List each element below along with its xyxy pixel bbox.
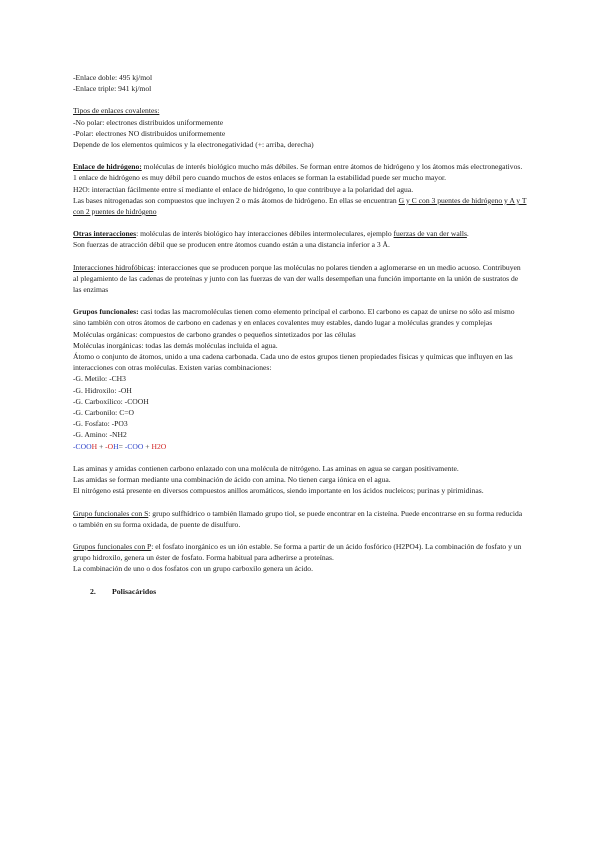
reaction-oh-o: -O [105,441,114,451]
reaction-oh-h: H [113,441,119,451]
grupo-s-text: : grupo sulfhídrico o también llamado grupo tiol, se puede encontrar en la cisteína. Puede encontrarse en su forma reducida o también en su forma oxidada, de puente de disulfuro. [73,508,523,529]
funcionales-organicas: Moléculas orgánicas: compuestos de carbono grandes o pequeños sintetizados por las células [73,329,356,339]
reaction-line [73,441,527,452]
hidrofobicas-title: Interacciones hidrofóbicas [73,262,154,272]
list-item: -G. Carboxílico: -COOH [73,396,149,406]
hidrogeno-line4-text: Las bases nitrogenadas son compuestos que incluyen 2 o más átomos de hidrógeno. En ellas se encuentran [73,195,399,205]
otras-line2: Son fuerzas de atracción débil que se producen entre átomos cuando están a una distancia inferior a 3 Å. [73,240,390,250]
grupo-p-text: : el fosfato inorgánico es un ión estable. Se forma a partir de un ácido fosfórico (H2PO4). La combinación de fosfato y un grupo hidroxilo, genera un éster de fosfato. Forma habitual para adherirse a proteínas. [73,541,522,563]
grupo-p-line2: La combinación de uno o dos fosfatos con un grupo carboxilo genera un ácido. [73,564,313,574]
reaction-cooh-coo: -COO [73,441,92,451]
otras-text: : moléculas de interés biológico hay interacciones débiles intermoleculares, ejemplo [136,229,394,239]
hidrogeno-puentes-underlined: G y C con 3 puentes de hidrógeno y A y T con 2 puentes de hidrógeno [73,195,527,217]
hidrofobicas-paragraph [73,262,527,296]
aminas-line3: El nitrógeno está presente en diversos compuestos anillos aromáticos, siendo importante en los ácidos nucleicos; purinas y pirimidinas. [73,486,484,496]
tipos-no-polar: -No polar: electrones distribuidos uniformemente [73,117,224,127]
enlace-doble: -Enlace doble: 495 kj/mol [73,73,153,82]
reaction-plus: + [97,441,106,451]
hidrogeno-line2: 1 enlace de hidrógeno es muy débil pero cuando muchos de estos enlaces se forman la estabilidad puede ser mucho mayor. [73,173,447,183]
tipos-title: Tipos de enlaces covalentes: [73,106,160,116]
aminas-line1: Las aminas y amidas contienen carbono enlazado con una molécula de nitrógeno. Las aminas en agua se cargan positivamente. [73,463,459,473]
hidrogeno-title: Enlace de hidrógeno: [73,162,142,172]
otras-title: Otras interacciones [73,229,137,239]
aminas-line2: Las amidas se forman mediante una combinación de ácido con amina. No tienen carga iónica en el agua. [73,475,391,485]
reaction-cooh-h: H [91,441,98,451]
enlace-triple: -Enlace triple: 941 kj/mol [73,84,152,94]
hidrogeno-line4 [73,195,527,217]
funcionales-paragraph [73,306,527,328]
reaction-equals: = [118,441,125,451]
hidrogeno-text: moléculas de interés biológico mucho más débiles. Se forman entre átomos de hidrógeno y los átomos más electronegativos. [141,162,523,172]
grupo-p-title: Grupos funcionales con P [73,541,152,551]
section-number: 2. [90,586,96,596]
funcionales-text: casi todas las macromoléculas tienen como elemento principal el carbono. El carbono es capaz de unirse no sólo así mismo sino también con otros átomos de carbono en cadenas y en enlaces covalentes muy estables, dando lugar a moléculas grandes y complejas [73,307,515,328]
otras-paragraph: Otras interacciones: moléculas de interés biológico hay interacciones débiles intermoleculares, ejemplo fuerzas de van der walls. [73,229,469,239]
reaction-product-water: H2O [151,441,167,451]
grupo-s-paragraph [73,508,527,530]
otras-van-der-walls: fuerzas de van der walls [393,229,467,239]
tipos-polar: -Polar: electrones NO distribuidos uniformemente [73,128,226,138]
list-item: -G. Fosfato: -PO3 [73,419,128,429]
hidrofobicas-text: : interacciones que se producen porque las moléculas no polares tienden a aglomerarse en un medio acuoso. Contribuyen al plegamiento de las cadenas de proteínas y junto con las fuerzas de van der walls desempeñan una función importante en la unión de sustratos de las enzimas [73,262,521,295]
hidrogeno-paragraph [73,161,527,172]
grupo-s-title: Grupo funcionales con S [73,508,149,518]
hidrogeno-line3: H2O: interactúan fácilmente entre sí mediante el enlace de hidrógeno, lo que contribuye a la polaridad del agua. [73,184,414,194]
list-item: -G. Metilo: -CH3 [73,374,126,384]
section-heading [73,586,527,597]
funcionales-title: Grupos funcionales: [73,307,139,317]
grupo-p-paragraph [73,541,527,563]
document-body [73,72,527,597]
section-title: Polisacáridos [112,586,157,596]
list-item: -G. Carbonilo: C=O [73,408,135,418]
list-item: -G. Amino: -NH2 [73,430,127,440]
tipos-depende: Depende de los elementos químicos y la electronegatividad (+: arriba, derecha) [73,140,314,150]
funcionales-atomo: Átomo o conjunto de átomos, unido a una cadena carbonada. Cada uno de estos grupos tienen propiedades físicas y químicas que influyen en las interacciones con otras moléculas. Existen varias combinaciones: [73,352,513,373]
funcionales-inorganicas: Moléculas inorgánicas: todas las demás moléculas incluida el agua. [73,340,278,350]
reaction-product-coo: -COO [124,441,144,451]
list-item: -G. Hidroxilo: -OH [73,385,132,395]
reaction-plus-2: + [143,441,152,451]
